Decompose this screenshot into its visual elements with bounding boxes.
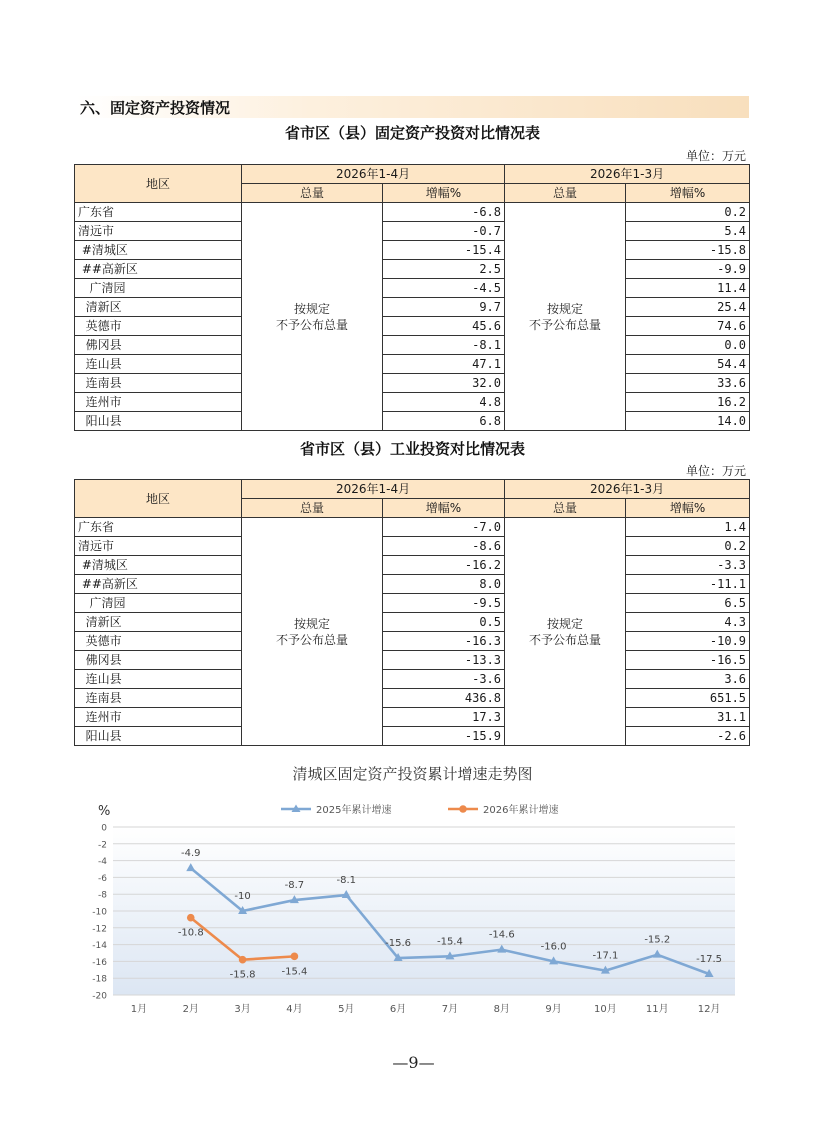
data-point xyxy=(187,914,195,922)
chart-svg xyxy=(76,788,749,1028)
growth-cell: 47.1 xyxy=(383,355,505,374)
growth-cell: 6.8 xyxy=(383,412,505,431)
table-row xyxy=(75,298,750,317)
region-cell: 阳山县 xyxy=(75,412,242,431)
data-label: -16.0 xyxy=(540,941,567,953)
growth-cell: 33.6 xyxy=(626,374,750,393)
data-label: -15.4 xyxy=(436,936,463,948)
table-row xyxy=(75,203,750,222)
region-cell: #清城区 xyxy=(75,556,242,575)
growth-cell: 32.0 xyxy=(383,374,505,393)
note-line: 按规定 xyxy=(293,301,330,316)
region-cell: 清远市 xyxy=(75,537,242,556)
legend-marker-circle xyxy=(459,805,467,813)
note-line: 不予公布总量 xyxy=(275,632,348,647)
table-row xyxy=(75,670,750,689)
growth-cell: 2.5 xyxy=(383,260,505,279)
region-cell: 连南县 xyxy=(75,689,242,708)
note-line: 不予公布总量 xyxy=(275,317,348,332)
table-row xyxy=(75,537,750,556)
data-label: -10 xyxy=(234,891,251,902)
trend-chart xyxy=(76,788,749,1028)
growth-cell: -2.6 xyxy=(626,727,750,746)
growth-cell: 54.4 xyxy=(626,355,750,374)
y-tick-label: -2 xyxy=(98,840,107,851)
table2-body xyxy=(75,518,750,746)
x-tick-label: 5月 xyxy=(338,1004,355,1015)
chart-title: 清城区固定资产投资累计增速走势图 xyxy=(292,765,533,783)
x-tick-label: 1月 xyxy=(130,1004,148,1015)
period1-header: 2026年1-4月 xyxy=(242,480,505,499)
growth-header: 增幅% xyxy=(383,184,505,203)
x-tick-label: 6月 xyxy=(389,1004,407,1015)
table-row xyxy=(75,708,750,727)
x-tick-label: 10月 xyxy=(594,1004,617,1015)
region-cell: 英德市 xyxy=(75,317,242,336)
x-tick-label: 9月 xyxy=(545,1004,562,1015)
table-row xyxy=(75,689,750,708)
data-point xyxy=(291,953,299,961)
growth-cell: 17.3 xyxy=(383,708,505,727)
y-tick-label: -16 xyxy=(92,957,107,968)
growth-cell: -16.2 xyxy=(383,556,505,575)
growth-cell: -13.3 xyxy=(383,651,505,670)
region-cell: 连山县 xyxy=(75,355,242,374)
growth-cell: 0.2 xyxy=(626,203,750,222)
region-cell: 英德市 xyxy=(75,632,242,651)
table2-title: 省市区（县）工业投资对比情况表 xyxy=(299,440,525,458)
growth-cell: 3.6 xyxy=(626,670,750,689)
table1-unit: 单位：万元 xyxy=(685,149,746,163)
growth-cell: 14.0 xyxy=(626,412,750,431)
total-header: 总量 xyxy=(505,499,626,518)
growth-header: 增幅% xyxy=(626,184,750,203)
growth-cell: -4.5 xyxy=(383,279,505,298)
data-label: -8.7 xyxy=(284,880,305,892)
table-row xyxy=(75,556,750,575)
note-line: 不予公布总量 xyxy=(529,632,602,647)
x-tick-label: 7月 xyxy=(441,1004,459,1015)
fixed-asset-table xyxy=(74,164,750,431)
growth-cell: -9.5 xyxy=(383,594,505,613)
period2-header: 2026年1-3月 xyxy=(505,165,750,184)
data-label: -14.6 xyxy=(488,929,515,941)
table-row xyxy=(75,518,750,537)
data-label: -15.2 xyxy=(644,934,671,946)
growth-cell: 4.8 xyxy=(383,393,505,412)
data-label: -15.8 xyxy=(229,969,256,981)
x-tick-label: 4月 xyxy=(286,1004,303,1015)
y-tick-label: -6 xyxy=(98,873,107,884)
region-cell: 广清园 xyxy=(75,279,242,298)
x-tick-label: 11月 xyxy=(645,1004,669,1015)
region-cell: 连州市 xyxy=(75,393,242,412)
data-point xyxy=(239,956,247,964)
growth-cell: 1.4 xyxy=(626,518,750,537)
region-cell: 广清园 xyxy=(75,594,242,613)
table-row xyxy=(75,222,750,241)
growth-cell: -15.8 xyxy=(626,241,750,260)
page-number: —9— xyxy=(392,1053,435,1072)
growth-cell: 11.4 xyxy=(626,279,750,298)
growth-cell: 0.0 xyxy=(626,336,750,355)
x-tick-label: 12月 xyxy=(697,1004,721,1015)
total-not-published-note xyxy=(242,203,383,431)
x-tick-label: 2月 xyxy=(182,1004,199,1015)
growth-cell: -0.7 xyxy=(383,222,505,241)
data-label: -15.6 xyxy=(385,938,412,950)
table-row xyxy=(75,632,750,651)
growth-cell: 6.5 xyxy=(626,594,750,613)
growth-cell: 4.3 xyxy=(626,613,750,632)
table-row xyxy=(75,260,750,279)
growth-cell: -11.1 xyxy=(626,575,750,594)
region-cell: 连南县 xyxy=(75,374,242,393)
growth-cell: 436.8 xyxy=(383,689,505,708)
growth-cell: -15.4 xyxy=(383,241,505,260)
region-cell: 佛冈县 xyxy=(75,651,242,670)
growth-cell: -16.5 xyxy=(626,651,750,670)
y-tick-label: -4 xyxy=(98,857,107,868)
table-row xyxy=(75,241,750,260)
note-line: 按规定 xyxy=(293,616,330,631)
growth-cell: 45.6 xyxy=(383,317,505,336)
growth-cell: 8.0 xyxy=(383,575,505,594)
growth-cell: 16.2 xyxy=(626,393,750,412)
note-line: 不予公布总量 xyxy=(529,317,602,332)
data-label: -15.4 xyxy=(281,966,308,978)
y-tick-label: -12 xyxy=(92,924,107,935)
data-label: -8.1 xyxy=(336,875,357,887)
data-label: -4.9 xyxy=(180,848,201,860)
legend-label: 2026年累计增速 xyxy=(483,805,559,816)
table-row xyxy=(75,575,750,594)
table-row xyxy=(75,355,750,374)
growth-cell: -9.9 xyxy=(626,260,750,279)
region-cell: 清远市 xyxy=(75,222,242,241)
x-tick-label: 3月 xyxy=(234,1004,251,1015)
x-tick-label: 8月 xyxy=(493,1004,510,1015)
growth-cell: 0.5 xyxy=(383,613,505,632)
region-header: 地区 xyxy=(75,480,242,518)
region-cell: ##高新区 xyxy=(75,260,242,279)
total-header: 总量 xyxy=(505,184,626,203)
growth-header: 增幅% xyxy=(626,499,750,518)
growth-cell: -8.1 xyxy=(383,336,505,355)
total-header: 总量 xyxy=(242,499,383,518)
section-title: 六、固定资产投资情况 xyxy=(80,99,231,117)
growth-cell: 31.1 xyxy=(626,708,750,727)
region-cell: 连山县 xyxy=(75,670,242,689)
legend-label: 2025年累计增速 xyxy=(316,805,392,816)
growth-cell: 74.6 xyxy=(626,317,750,336)
growth-cell: -16.3 xyxy=(383,632,505,651)
region-cell: 清新区 xyxy=(75,613,242,632)
industrial-investment-table xyxy=(74,479,750,746)
y-tick-label: -8 xyxy=(98,890,107,901)
region-cell: 广东省 xyxy=(75,203,242,222)
growth-cell: -7.0 xyxy=(383,518,505,537)
growth-cell: -15.9 xyxy=(383,727,505,746)
region-cell: 清新区 xyxy=(75,298,242,317)
table-row xyxy=(75,727,750,746)
region-header: 地区 xyxy=(75,165,242,203)
growth-cell: 25.4 xyxy=(626,298,750,317)
growth-header: 增幅% xyxy=(383,499,505,518)
total-not-published-note xyxy=(505,518,626,746)
total-header: 总量 xyxy=(242,184,383,203)
table-row xyxy=(75,412,750,431)
growth-cell: 5.4 xyxy=(626,222,750,241)
table2-unit: 单位：万元 xyxy=(685,464,746,478)
y-tick-label: -10 xyxy=(92,907,107,918)
growth-cell: -3.3 xyxy=(626,556,750,575)
growth-cell: 0.2 xyxy=(626,537,750,556)
period1-header: 2026年1-4月 xyxy=(242,165,505,184)
region-cell: 连州市 xyxy=(75,708,242,727)
data-label: -17.1 xyxy=(592,950,619,962)
y-tick-label: -20 xyxy=(92,991,107,1002)
table-row xyxy=(75,279,750,298)
y-axis-unit: % xyxy=(98,804,111,819)
table1-body xyxy=(75,203,750,431)
table-row xyxy=(75,594,750,613)
region-cell: 佛冈县 xyxy=(75,336,242,355)
table-row xyxy=(75,613,750,632)
note-line: 按规定 xyxy=(547,616,584,631)
growth-cell: -10.9 xyxy=(626,632,750,651)
region-cell: 广东省 xyxy=(75,518,242,537)
note-line: 按规定 xyxy=(547,301,584,316)
table-row xyxy=(75,393,750,412)
total-not-published-note xyxy=(505,203,626,431)
growth-cell: 9.7 xyxy=(383,298,505,317)
period2-header: 2026年1-3月 xyxy=(505,480,750,499)
growth-cell: 651.5 xyxy=(626,689,750,708)
table-row xyxy=(75,374,750,393)
growth-cell: -3.6 xyxy=(383,670,505,689)
growth-cell: -6.8 xyxy=(383,203,505,222)
region-cell: #清城区 xyxy=(75,241,242,260)
table-row xyxy=(75,336,750,355)
section-heading xyxy=(76,96,749,118)
data-label: -17.5 xyxy=(696,954,723,965)
region-cell: ##高新区 xyxy=(75,575,242,594)
data-label: -10.8 xyxy=(177,927,204,939)
total-not-published-note xyxy=(242,518,383,746)
growth-cell: -8.6 xyxy=(383,537,505,556)
region-cell: 阳山县 xyxy=(75,727,242,746)
y-tick-label: -18 xyxy=(92,974,107,985)
table-row xyxy=(75,651,750,670)
table1-title: 省市区（县）固定资产投资对比情况表 xyxy=(284,124,540,142)
y-tick-label: -14 xyxy=(92,941,107,952)
table-row xyxy=(75,317,750,336)
y-tick-label: 0 xyxy=(101,823,107,834)
